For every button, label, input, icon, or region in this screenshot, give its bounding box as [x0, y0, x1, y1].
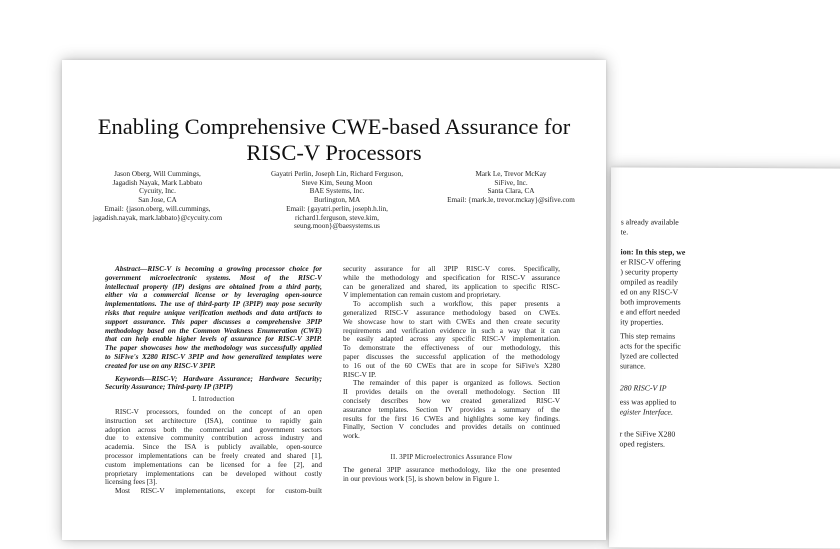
author-affiliation: SiFive, Inc. — [418, 179, 604, 188]
paper-title — [62, 114, 606, 166]
body-line: instruction set architecture (ISA), continue to rapidly gain — [105, 417, 322, 426]
body-line: in our previous work [5], is shown below in Figure 1. — [343, 475, 560, 484]
body-line: processor implementations can be freely created and shared [1], — [105, 452, 322, 461]
back-line: ess was applied to — [620, 397, 800, 408]
introduction-text — [105, 408, 322, 496]
back-line: ompiled as readily — [620, 277, 800, 288]
section-heading-introduction: I. Introduction — [105, 396, 322, 405]
background-paper-page — [609, 167, 840, 548]
keywords-line: Keywords—RISC-V; Hardware Assurance; Hardware Security; — [105, 375, 322, 384]
body-line: RISC-V processors, founded on the concept of an open — [105, 408, 322, 417]
body-line: paper discusses the successful application of the methodology — [343, 353, 560, 362]
author-line: Gayatri Perlin, Joseph Lin, Richard Ferguson, — [242, 170, 432, 179]
author-affiliation: Cycuity, Inc. — [70, 187, 245, 196]
author-email: Email: {gayatri.perlin, joseph.h.lin, — [242, 205, 432, 214]
body-line: To accomplish such a workflow, this paper presents a — [343, 300, 560, 309]
abstract-line: support assurance. This paper discusses a comprehensive 3PIP — [105, 318, 322, 327]
back-line: oped registers. — [620, 439, 800, 450]
abstract-line: that can help enable higher levels of assurance for RISC-V 3PIP. — [105, 335, 322, 344]
author-email: Email: {mark.le, trevor.mckay}@sifive.com — [418, 196, 604, 205]
abstract — [105, 265, 322, 371]
author-line: Mark Le, Trevor McKay — [418, 170, 604, 179]
section-heading-flow: II. 3PIP Microelectronics Assurance Flow — [343, 454, 560, 463]
body-line: adoption across both the commercial and government sectors — [105, 426, 322, 435]
author-location: Santa Clara, CA — [418, 187, 604, 196]
body-line: security assurance for all 3PIP RISC-V cores. Specifically, — [343, 265, 560, 274]
body-line: custom implementations can be licensed for a fee [2], and — [105, 461, 322, 470]
abstract-line: methodology based on the Common Weakness Enumeration (CWE) — [105, 327, 322, 336]
body-line: requirements and verification evidence in such a way that it can — [343, 327, 560, 336]
body-line: We showcase how to start with CWEs and then create security — [343, 318, 560, 327]
body-line: Most RISC-V implementations, except for custom-built — [105, 487, 322, 496]
abstract-line: government microelectronic systems. Most of the RISC-V — [105, 274, 322, 283]
body-line: The remainder of this paper is organized as follows. Section — [343, 379, 560, 388]
body-line: to 16 out of the 60 CWEs that are in scope for SiFive's X280 — [343, 362, 560, 371]
author-line: Steve Kim, Seung Moon — [242, 179, 432, 188]
body-line: RISC-V IP. — [343, 371, 560, 380]
back-line: er RISC-V offering — [620, 257, 800, 268]
body-line: academia. Since the ISA is publicly available, open-source — [105, 443, 322, 452]
keywords — [105, 375, 322, 393]
abstract-line: intellectual property (IP) designs are obtained from a third party, — [105, 283, 322, 292]
abstract-line: The paper showcases how the methodology was successfully applied — [105, 344, 322, 353]
author-email: richard1.ferguson, steve.kim, — [242, 214, 432, 223]
body-line: work. — [343, 432, 560, 441]
back-line: ed on any RISC-V — [620, 287, 800, 298]
paragraph — [343, 300, 560, 379]
back-line: e and effort needed — [620, 307, 800, 318]
body-line: V implementation can remain custom and proprietary. — [343, 291, 560, 300]
abstract-line: implementations. The use of third-party IP (3PIP) may pose security — [105, 300, 322, 309]
author-line: Jason Oberg, Will Cummings, — [70, 170, 245, 179]
body-line: generalized RISC-V assurance methodology based on CWEs. — [343, 309, 560, 318]
body-line: To demonstrate the effectiveness of our methodology, this — [343, 344, 560, 353]
body-line: The general 3PIP assurance methodology, like the one presented — [343, 466, 560, 475]
abstract-line: either via a commercial license or by leveraging open-source — [105, 291, 322, 300]
body-line: results for the first 16 CWEs and highlights some key findings. — [343, 415, 560, 424]
back-line: r the SiFive X280 — [620, 429, 800, 440]
author-location: Burlington, MA — [242, 196, 432, 205]
author-email: Email: {jason.oberg, will.cummings, — [70, 205, 245, 214]
abstract-line: to SiFive's X280 RISC-V 3PIP and how generalized templates were — [105, 353, 322, 362]
author-email: seung.moon}@baesystems.us — [242, 222, 432, 231]
back-line: both improvements — [620, 297, 800, 308]
body-line: proprietary implementations can be developed without costly — [105, 470, 322, 479]
author-block-sifive — [418, 170, 604, 205]
paper-page — [62, 60, 606, 540]
right-column — [343, 265, 560, 483]
body-line: II provides details on the overall methodology. Section III — [343, 388, 560, 397]
paragraph — [343, 466, 560, 484]
back-line: ion: In this step, we — [621, 247, 801, 258]
body-line: licensing fees [3]. — [105, 478, 322, 487]
title-line: RISC-V Processors — [62, 140, 606, 166]
back-line: ) security property — [620, 267, 800, 278]
body-line: can be generalized and shared, its application to specific RISC- — [343, 283, 560, 292]
back-line: lyzed are collected — [620, 351, 800, 362]
back-line: acts for the specific — [620, 341, 800, 352]
body-line: assurance templates. Section IV provides a summary of the — [343, 406, 560, 415]
left-column — [105, 265, 322, 496]
keywords-line: Security Assurance; Third-party IP (3PIP) — [105, 383, 322, 392]
body-line: while the methodology and specification for RISC-V assurance — [343, 274, 560, 283]
body-line: concisely describes how we created generalized RISC-V — [343, 397, 560, 406]
back-line: This step remains — [620, 331, 800, 342]
author-block-bae — [242, 170, 432, 231]
author-block-cycuity — [70, 170, 245, 222]
back-line: egister Interface. — [620, 407, 800, 418]
abstract-line: risks that require unique verification methods and data artifacts to — [105, 309, 322, 318]
body-line: Finally, Section V concludes and provides details on continued — [343, 423, 560, 432]
body-line: be easily adapted across any specific RISC-V implementation. — [343, 335, 560, 344]
abstract-line: created for use on any RISC-V 3PIP. — [105, 362, 322, 371]
author-affiliation: BAE Systems, Inc. — [242, 187, 432, 196]
paragraph — [343, 379, 560, 441]
author-location: San Jose, CA — [70, 196, 245, 205]
back-line: surance. — [620, 361, 800, 372]
author-email: jagadish.nayak, mark.labbato}@cycuity.com — [70, 214, 245, 223]
paragraph — [343, 265, 560, 300]
back-line: te. — [621, 227, 801, 238]
back-subheading: 280 RISC-V IP — [620, 383, 800, 394]
author-line: Jagadish Nayak, Mark Labbato — [70, 179, 245, 188]
back-line: ity properties. — [620, 317, 800, 328]
body-line: due to extensive community contribution across industry and — [105, 434, 322, 443]
abstract-line: Abstract—RISC-V is becoming a growing processor choice for — [105, 265, 322, 274]
title-line: Enabling Comprehensive CWE-based Assurance for — [62, 114, 606, 140]
back-line: s already available — [621, 217, 801, 228]
